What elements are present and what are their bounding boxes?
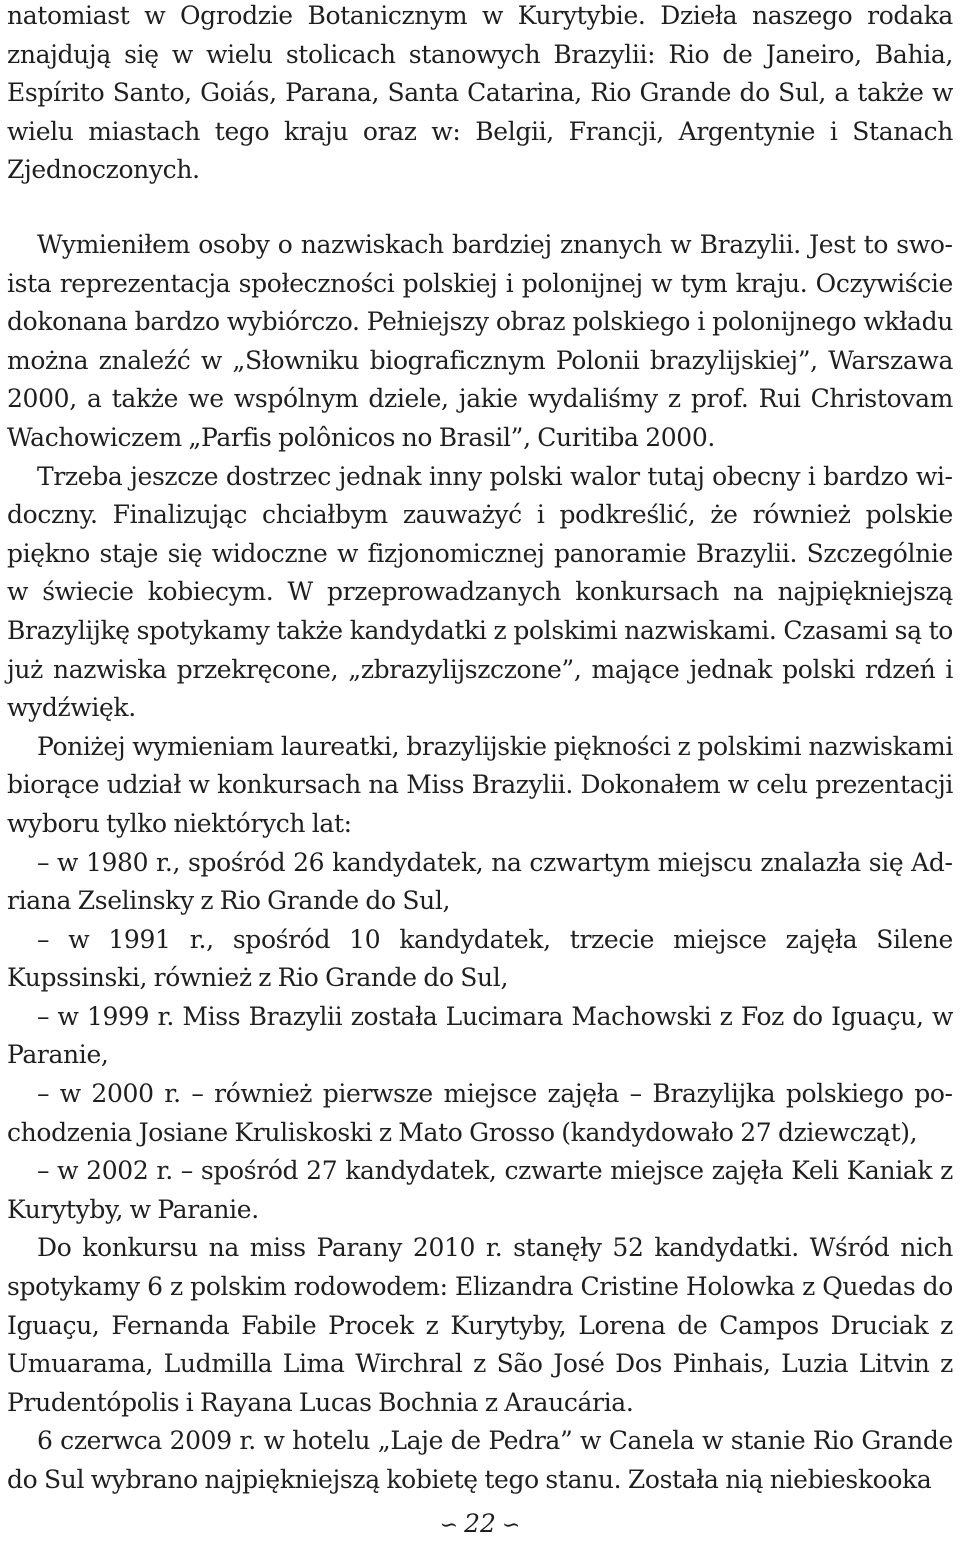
text-block-main xyxy=(7,226,953,1500)
ornament-left-icon: ∽ xyxy=(439,1512,459,1538)
page-footer xyxy=(7,1508,953,1542)
page-number: 22 xyxy=(464,1509,496,1538)
list-item: – w 1999 r. Miss Brazylii została Lucimara Machowski z Foz do Iguaçu, w Paranie, xyxy=(7,1001,953,1070)
paragraph: 6 czerwca 2009 r. w hotelu „Laje de Pedra” w Canela w stanie Rio Grande do Sul wybrano najpiękniejszą kobietę tego stanu. Została nią niebieskooka xyxy=(7,1426,953,1494)
text-block-top xyxy=(7,0,953,190)
list-item: – w 1991 r., spośród 10 kandydatek, trzecie miejsce zajęła Silene Kupssinski, również z Rio Grande do Sul, xyxy=(7,924,953,993)
list-item: – w 1980 r., spośród 26 kandydatek, na czwartym miejscu znalazła się Adriana Zselinsky z Rio Grande do Sul, xyxy=(7,847,953,916)
list-item: – w 2000 r. – również pierwsze miejsce zajęła – Brazylijka polskiego pochodzenia Josiane Kruliskoski z Mato Grosso (kandydowało 27 dziewcząt), xyxy=(7,1079,953,1147)
paragraph-continuation: natomiast w Ogrodzie Botanicznym w Kurytybie. Dzieła naszego rodaka znajdują się w wielu stolicach stanowych Brazylii: Rio de Janeiro, Bahia, Espírito Santo, Goiás, Parana, Santa Catarina, Rio Grande do Sul, a także w wielu miastach tego kraju oraz w: Belgii, Francji, Argentynie i Stanach Zjednoczonych. xyxy=(7,1,953,185)
list-item: – w 2002 r. – spośród 27 kandydatek, czwarte miejsce zajęła Keli Kaniak z Kurytyby, w Paranie. xyxy=(7,1156,953,1224)
paragraph: Trzeba jeszcze dostrzec jednak inny polski walor tutaj obecny i bardzo widoczny. Finalizując chciałbym zauważyć i podkreślić, że również polskie piękno staje się widoczne w fizjonomicznej panoramie Brazylii. Szczególnie w świecie kobiecym. W przeprowadzanych konkursach na najpiękniejszą Brazylijkę spotykamy także kandydatki z polskimi nazwiskami. Czasami są to już nazwiska przekręcone, „zbrazylijszczone”, mające jednak polski rdzeń i wydźwięk. xyxy=(7,461,953,723)
paragraph: Poniżej wymieniam laureatki, brazylijskie piękności z polskimi nazwiskami biorące udział w konkursach na Miss Brazylii. Dokonałem w celu prezentacji wyboru tylko niektórych lat: xyxy=(7,731,953,838)
paragraph: Do konkursu na miss Parany 2010 r. stanęły 52 kandydatki. Wśród nich spotykamy 6 z polskim rodowodem: Elizandra Cristine Holowka z Quedas do Iguaçu, Fernanda Fabile Procek z Kurytyby, Lorena de Campos Druciak z Umuarama, Ludmilla Lima Wirchral z São José Dos Pinhais, Luzia Litvin z Prudentópolis i Rayana Lucas Bochnia z Araucária. xyxy=(7,1233,953,1417)
document-page xyxy=(7,0,953,1540)
ornament-right-icon: ∽ xyxy=(501,1512,521,1538)
paragraph: Wymieniłem osoby o nazwiskach bardziej znanych w Brazylii. Jest to swoista reprezentacja społeczności polskiej i polonijnej w tym kraju. Oczywiście dokonana bardzo wybiórczo. Pełniejszy obraz polskiego i polonijnego wkładu można znaleźć w „Słowniku biograficznym Polonii brazylijskiej”, Warszawa 2000, a także we wspólnym dziele, jakie wydaliśmy z prof. Rui Christovam Wachowiczem „Parfis polônicos no Brasil”, Curitiba 2000. xyxy=(7,230,953,452)
